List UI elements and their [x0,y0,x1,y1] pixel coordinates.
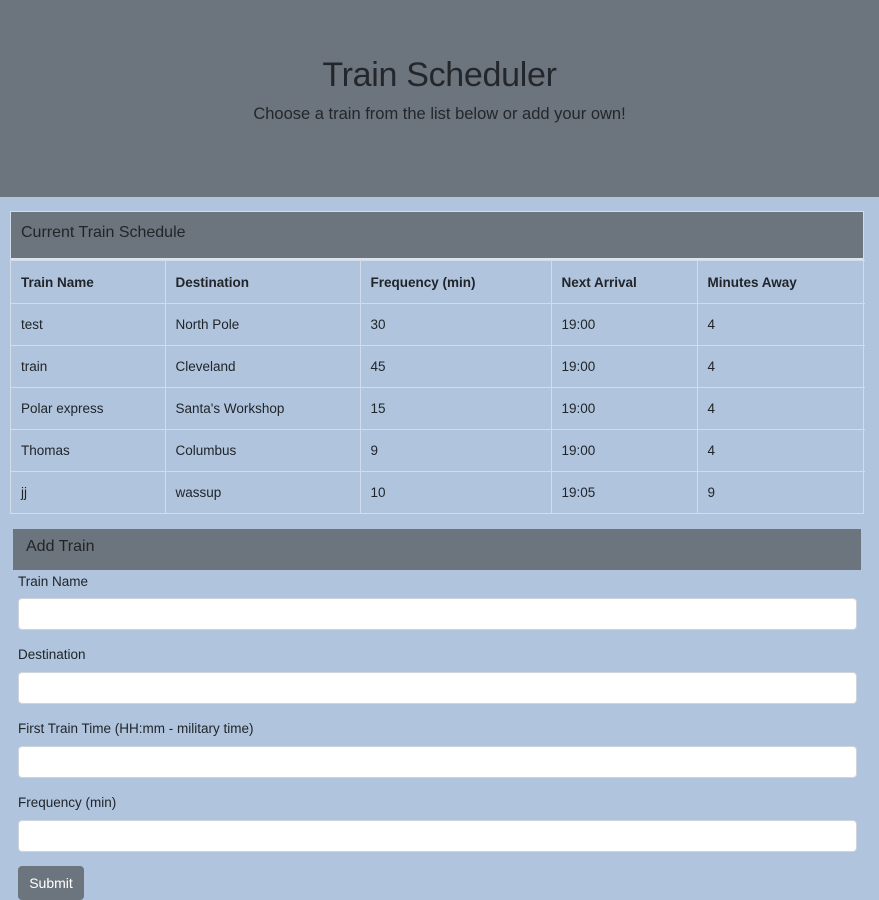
cell-train-name: jj [11,472,165,514]
cell-destination: Columbus [165,430,360,472]
cell-next-arrival: 19:00 [551,346,697,388]
cell-frequency: 30 [360,304,551,346]
cell-destination: Cleveland [165,346,360,388]
page-subtitle: Choose a train from the list below or add your own! [253,105,626,123]
table-row [11,430,865,472]
frequency-label: Frequency (min) [18,795,117,810]
cell-frequency: 15 [360,388,551,430]
train-name-input[interactable] [18,598,857,630]
column-header-train-name: Train Name [11,261,165,304]
column-header-frequency: Frequency (min) [360,261,551,304]
cell-destination: Santa's Workshop [165,388,360,430]
table-row [11,346,865,388]
cell-destination: North Pole [165,304,360,346]
cell-next-arrival: 19:00 [551,388,697,430]
cell-minutes-away: 9 [697,472,865,514]
first-train-time-input[interactable] [18,746,857,778]
cell-frequency: 45 [360,346,551,388]
cell-next-arrival: 19:05 [551,472,697,514]
cell-minutes-away: 4 [697,346,865,388]
cell-train-name: Thomas [11,430,165,472]
table-row [11,388,865,430]
table-header-row [11,261,865,304]
frequency-input[interactable] [18,820,857,852]
cell-next-arrival: 19:00 [551,430,697,472]
cell-destination: wassup [165,472,360,514]
submit-button[interactable]: Submit [18,866,84,900]
column-header-minutes-away: Minutes Away [697,261,865,304]
page-title: Train Scheduler [322,56,557,94]
jumbotron-header [0,0,879,197]
cell-minutes-away: 4 [697,430,865,472]
column-header-next-arrival: Next Arrival [551,261,697,304]
table-row [11,304,865,346]
schedule-card-title: Current Train Schedule [11,212,863,260]
cell-frequency: 10 [360,472,551,514]
add-train-card-title: Add Train [13,529,861,570]
first-train-time-label: First Train Time (HH:mm - military time) [18,721,254,736]
cell-train-name: train [11,346,165,388]
table-row [11,472,865,514]
schedule-card [10,211,864,514]
cell-train-name: test [11,304,165,346]
cell-train-name: Polar express [11,388,165,430]
cell-frequency: 9 [360,430,551,472]
destination-input[interactable] [18,672,857,704]
destination-label: Destination [18,647,86,662]
cell-next-arrival: 19:00 [551,304,697,346]
column-header-destination: Destination [165,261,360,304]
cell-minutes-away: 4 [697,388,865,430]
schedule-table [11,260,865,514]
cell-minutes-away: 4 [697,304,865,346]
train-name-label: Train Name [18,574,89,589]
